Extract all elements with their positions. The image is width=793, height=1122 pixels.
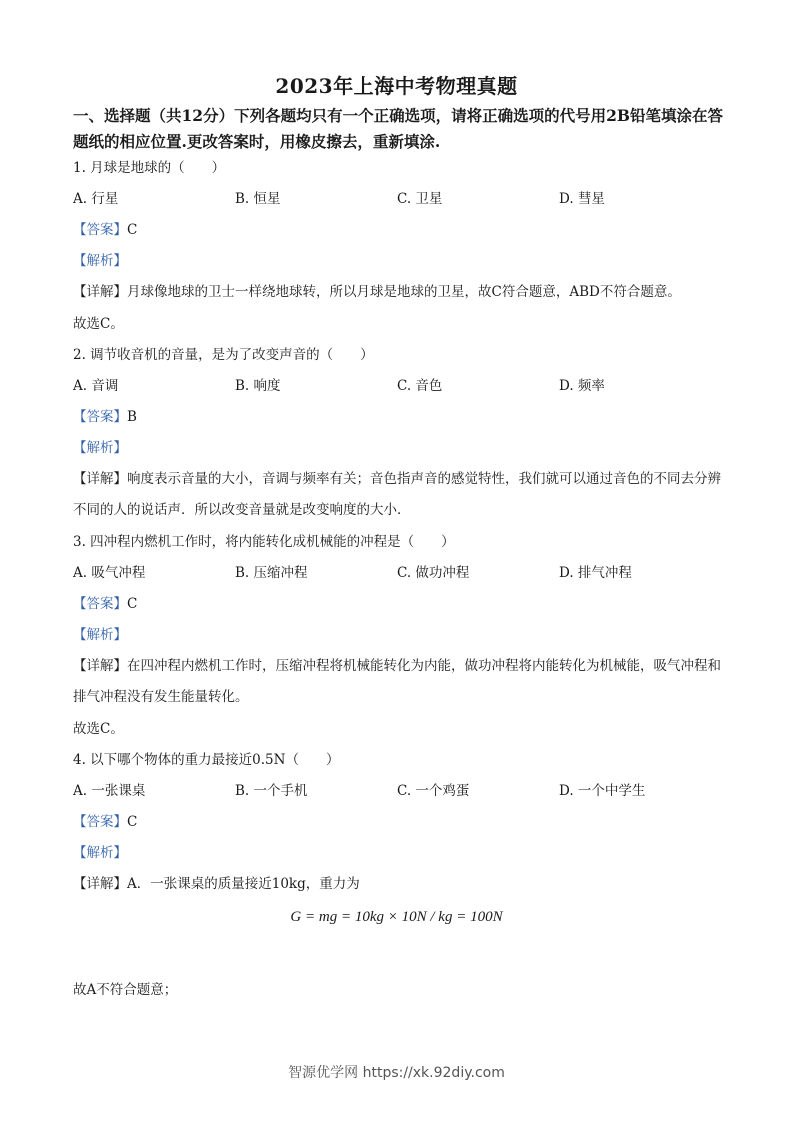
page-title: 2023年上海中考物理真题 <box>275 74 518 98</box>
question-4-detail <box>73 874 360 894</box>
question-3-option-a: A. 吸气冲程 <box>73 565 146 581</box>
detail-text: 在四冲程内燃机工作时，压缩冲程将机械能转化为内能，做功冲程将内能转化为机械能，吸气冲程和排气冲程没有发生能量转化。 <box>73 658 721 705</box>
detail-text: 响度表示音量的大小，音调与频率有关；音色指声音的感觉特性，我们就可以通过音色的不同去分辨不同的人的说话声．所以改变音量就是改变响度的大小． <box>73 471 721 518</box>
section-header: 一、选择题（共12分）下列各题均只有一个正确选项，请将正确选项的代号用2B铅笔填涂在答题纸的相应位置.更改答案时，用橡皮擦去，重新填涂. <box>73 106 723 151</box>
question-3-conclusion: 故选C。 <box>73 721 124 737</box>
question-2-analysis <box>73 438 127 458</box>
answer-value: C <box>127 222 138 238</box>
question-3-analysis <box>73 625 127 645</box>
answer-tag: 【答案】 <box>73 596 127 612</box>
question-2-detail <box>73 464 728 526</box>
detail-tag: 【详解】 <box>73 471 127 487</box>
question-2-option-b: B. 响度 <box>235 378 281 394</box>
detail-text: 月球像地球的卫士一样绕地球转，所以月球是地球的卫星，故C符合题意，ABD不符合题意。 <box>127 284 681 300</box>
question-4-option-d: D. 一个中学生 <box>559 783 646 799</box>
question-1-option-a: A. 行星 <box>73 191 119 207</box>
question-1-analysis <box>73 251 127 271</box>
question-2-answer <box>73 407 137 427</box>
question-4-conclusion: 故A不符合题意； <box>73 982 178 998</box>
answer-value: C <box>127 814 138 830</box>
question-2-option-a: A. 音调 <box>73 378 119 394</box>
question-4-option-a: A. 一张课桌 <box>73 783 146 799</box>
question-2-stem: 2. 调节收音机的音量，是为了改变声音的（ ） <box>73 347 374 363</box>
detail-text: A．一张课桌的质量接近10kg，重力为 <box>127 876 360 892</box>
analysis-tag: 【解析】 <box>73 253 127 269</box>
answer-tag: 【答案】 <box>73 222 127 238</box>
answer-value: C <box>127 596 138 612</box>
question-3-option-b: B. 压缩冲程 <box>235 565 308 581</box>
footer-watermark: 智源优学网 https://xk.92diy.com <box>288 1065 505 1081</box>
question-3-stem: 3. 四冲程内燃机工作时，将内能转化成机械能的冲程是（ ） <box>73 534 455 550</box>
question-4-analysis <box>73 843 127 863</box>
answer-tag: 【答案】 <box>73 814 127 830</box>
question-4-answer <box>73 812 137 832</box>
answer-tag: 【答案】 <box>73 409 127 425</box>
question-1-conclusion: 故选C。 <box>73 316 124 332</box>
gravity-formula: G = mg = 10kg × 10N / kg = 100N <box>290 909 503 925</box>
question-2-option-c: C. 音色 <box>397 378 443 394</box>
question-3-answer <box>73 594 137 614</box>
analysis-tag: 【解析】 <box>73 440 127 456</box>
question-2-option-d: D. 频率 <box>559 378 605 394</box>
analysis-tag: 【解析】 <box>73 627 127 643</box>
detail-tag: 【详解】 <box>73 658 127 674</box>
question-3-option-c: C. 做功冲程 <box>397 565 470 581</box>
question-1-answer <box>73 220 137 240</box>
question-3-option-d: D. 排气冲程 <box>559 565 632 581</box>
question-1-option-d: D. 彗星 <box>559 191 605 207</box>
question-3-detail <box>73 651 728 713</box>
question-1-option-c: C. 卫星 <box>397 191 443 207</box>
answer-value: B <box>127 409 137 425</box>
analysis-tag: 【解析】 <box>73 845 127 861</box>
detail-tag: 【详解】 <box>73 284 127 300</box>
detail-tag: 【详解】 <box>73 876 127 892</box>
question-1-stem: 1. 月球是地球的（ ） <box>73 160 226 176</box>
question-4-option-b: B. 一个手机 <box>235 783 308 799</box>
question-4-option-c: C. 一个鸡蛋 <box>397 783 470 799</box>
question-1-detail <box>73 277 728 308</box>
question-1-option-b: B. 恒星 <box>235 191 281 207</box>
question-4-stem: 4. 以下哪个物体的重力最接近0.5N（ ） <box>73 752 340 768</box>
